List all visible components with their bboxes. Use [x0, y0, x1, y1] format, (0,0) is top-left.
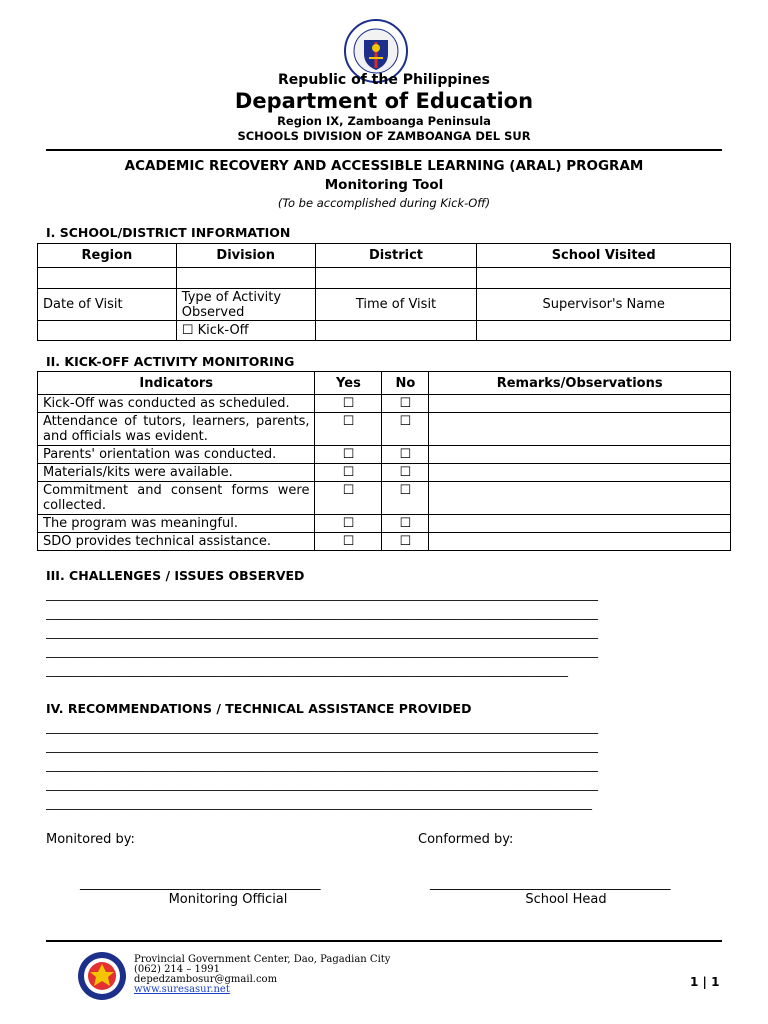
yes-checkbox[interactable]: ☐ [315, 533, 382, 551]
yes-checkbox[interactable]: ☐ [315, 515, 382, 533]
col-region: Region [38, 244, 177, 268]
remarks-input[interactable] [429, 482, 731, 515]
date-of-visit-label: Date of Visit [38, 289, 177, 321]
col-no: No [382, 372, 429, 395]
table-row [38, 533, 731, 551]
footer-website-link[interactable]: www.suresasur.net [134, 984, 230, 995]
conformed-by-label: Conformed by: [418, 832, 514, 847]
school-visited-input[interactable] [477, 268, 731, 289]
challenges-answer-lines[interactable]: ____________________________________________________________________________________________ ____________________________________________________________________________________________ ____________________________________________________________________________________________ ____________________________________________________________________________________________ _______________________________________________________________________________________ [46, 587, 598, 677]
footer-email: depedzambosur@gmail.com [134, 974, 278, 985]
no-checkbox[interactable]: ☐ [382, 533, 429, 551]
no-checkbox[interactable]: ☐ [382, 464, 429, 482]
col-remarks: Remarks/Observations [429, 372, 731, 395]
region-heading: Region IX, Zamboanga Peninsula [277, 114, 491, 128]
division-seal-logo [72, 950, 132, 1002]
page-number: 1 | 1 [690, 975, 720, 989]
yes-checkbox[interactable]: ☐ [315, 446, 382, 464]
indicator-text: Commitment and consent forms were collected. [38, 482, 315, 515]
col-district: District [315, 244, 477, 268]
no-checkbox[interactable]: ☐ [382, 446, 429, 464]
remarks-input[interactable] [429, 413, 731, 446]
footer-address: Provincial Government Center, Dao, Pagadian City [134, 954, 391, 965]
monitoring-official-title: Monitoring Official [168, 892, 288, 907]
section1-heading: I. SCHOOL/DISTRICT INFORMATION [46, 225, 291, 240]
tool-title: Monitoring Tool [324, 177, 444, 193]
footer-divider [46, 940, 722, 942]
date-of-visit-input[interactable] [38, 321, 177, 341]
indicator-text: Kick-Off was conducted as scheduled. [38, 395, 315, 413]
district-input[interactable] [315, 268, 477, 289]
kickoff-checkbox[interactable]: ☐ Kick-Off [176, 321, 315, 341]
table-row [38, 413, 731, 446]
table-row [38, 395, 731, 413]
no-checkbox[interactable]: ☐ [382, 395, 429, 413]
department-heading: Department of Education [234, 89, 534, 113]
no-checkbox[interactable]: ☐ [382, 482, 429, 515]
table-row [38, 464, 731, 482]
yes-checkbox[interactable]: ☐ [315, 413, 382, 446]
school-head-signature-line[interactable]: _____________________________________ [430, 876, 671, 891]
remarks-input[interactable] [429, 515, 731, 533]
indicator-text: Materials/kits were available. [38, 464, 315, 482]
remarks-input[interactable] [429, 446, 731, 464]
school-head-title: School Head [525, 892, 607, 907]
republic-heading: Republic of the Philippines [278, 72, 490, 88]
col-division: Division [176, 244, 315, 268]
recommendations-answer-lines[interactable]: ____________________________________________________________________________________________ ____________________________________________________________________________________________ ____________________________________________________________________________________________ ____________________________________________________________________________________________ ___________________________________________________________________________________________ [46, 720, 598, 810]
activity-type-label: Type of Activity Observed [176, 289, 315, 321]
section2-heading: II. KICK-OFF ACTIVITY MONITORING [46, 354, 295, 369]
table-row [38, 446, 731, 464]
col-indicators: Indicators [38, 372, 315, 395]
division-heading: SCHOOLS DIVISION OF ZAMBOANGA DEL SUR [237, 129, 531, 143]
yes-checkbox[interactable]: ☐ [315, 464, 382, 482]
time-of-visit-input[interactable] [315, 321, 477, 341]
division-input[interactable] [176, 268, 315, 289]
program-title: ACADEMIC RECOVERY AND ACCESSIBLE LEARNING (ARAL) PROGRAM [124, 158, 644, 174]
no-checkbox[interactable]: ☐ [382, 413, 429, 446]
region-input[interactable] [38, 268, 177, 289]
kickoff-monitoring-table [37, 371, 731, 551]
remarks-input[interactable] [429, 533, 731, 551]
monitored-by-label: Monitored by: [46, 832, 135, 847]
section3-heading: III. CHALLENGES / ISSUES OBSERVED [46, 568, 305, 583]
section4-heading: IV. RECOMMENDATIONS / TECHNICAL ASSISTANCE PROVIDED [46, 701, 472, 716]
indicator-text: SDO provides technical assistance. [38, 533, 315, 551]
yes-checkbox[interactable]: ☐ [315, 482, 382, 515]
indicator-text: The program was meaningful. [38, 515, 315, 533]
tool-note: (To be accomplished during Kick-Off) [277, 196, 491, 210]
col-yes: Yes [315, 372, 382, 395]
time-of-visit-label: Time of Visit [315, 289, 477, 321]
school-info-table [37, 243, 731, 341]
supervisor-name-label: Supervisor's Name [477, 289, 731, 321]
remarks-input[interactable] [429, 395, 731, 413]
supervisor-name-input[interactable] [477, 321, 731, 341]
table-row [38, 482, 731, 515]
yes-checkbox[interactable]: ☐ [315, 395, 382, 413]
remarks-input[interactable] [429, 464, 731, 482]
monitoring-official-signature-line[interactable]: _____________________________________ [80, 876, 321, 891]
col-school-visited: School Visited [477, 244, 731, 268]
footer-phone: (062) 214 – 1991 [134, 964, 220, 975]
indicator-text: Attendance of tutors, learners, parents, and officials was evident. [38, 413, 315, 446]
no-checkbox[interactable]: ☐ [382, 515, 429, 533]
indicator-text: Parents' orientation was conducted. [38, 446, 315, 464]
table-row [38, 515, 731, 533]
header-divider [46, 149, 722, 151]
